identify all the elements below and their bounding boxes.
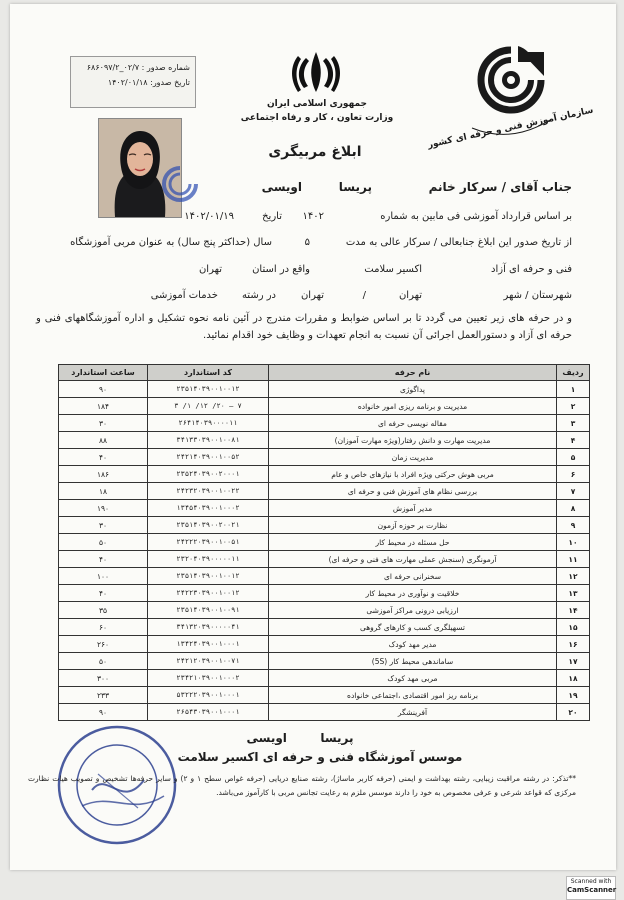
city-value: تهران [300, 290, 324, 301]
standard-hours: ۲۳۳ [59, 687, 148, 704]
standard-hours: ۱۸۴ [59, 398, 148, 415]
addressee-first-name: پریسا [338, 180, 372, 194]
table-row [59, 398, 590, 415]
table-row [59, 534, 590, 551]
profession-name: نظارت بر حوزه آزمون [269, 517, 557, 534]
table-row [59, 636, 590, 653]
table-row [59, 568, 590, 585]
profession-name: ساماندهی محیط کار (5S) [269, 653, 557, 670]
certificate-page [10, 4, 616, 870]
standard-hours: ۵۰ [59, 534, 148, 551]
profession-name: سخنرانی حرفه ای [269, 568, 557, 585]
serial-box [70, 56, 196, 108]
table-row [59, 653, 590, 670]
row-number: ۲۰ [557, 704, 590, 721]
table-row [59, 517, 590, 534]
contract-text: بر اساس قرارداد آموزشی فی مابین به شماره [380, 211, 572, 222]
row-number: ۱۶ [557, 636, 590, 653]
standard-code: ۲۴۲۱۲۰۳۹۰۰۱۰۰۷۱ [148, 653, 269, 670]
profession-name: مقاله نویسی حرفه ای [269, 415, 557, 432]
standard-hours: ۹۰ [59, 704, 148, 721]
profession-name: تسهیلگری کسب و کارهای گروهی [269, 619, 557, 636]
row-number: ۲ [557, 398, 590, 415]
standard-hours: ۶۰ [59, 619, 148, 636]
standard-hours: ۴۰ [59, 585, 148, 602]
row-number: ۳ [557, 415, 590, 432]
header-standard-hours: ساعت استاندارد [59, 365, 148, 381]
standard-hours: ۸۸ [59, 432, 148, 449]
standard-hours: ۴۰ [59, 449, 148, 466]
table-row [59, 687, 590, 704]
table-row [59, 432, 590, 449]
city-line [32, 290, 572, 306]
row-number: ۱۳ [557, 585, 590, 602]
contract-date: ۱۴۰۲/۰۱/۱۹ [184, 211, 234, 222]
standard-code: ۳۴۱۳۳۰۳۹۰۰۱۰۰۸۱ [148, 432, 269, 449]
row-number: ۹ [557, 517, 590, 534]
standard-code: ۲۳۵۱۴۰۳۹۰۰۱۰۰۱۲ [148, 381, 269, 398]
profession-name: مدیریت و برنامه ریزی امور خانواده [269, 398, 557, 415]
table-row [59, 415, 590, 432]
row-number: ۶ [557, 466, 590, 483]
profession-name: آفرینشگر [269, 704, 557, 721]
standard-code: ۱۳۴۲۴۰۳۹۰۰۱۰۰۰۱ [148, 636, 269, 653]
standard-hours: ۱۹۰ [59, 500, 148, 517]
profession-name: خلاقیت و نوآوری در محیط کار [269, 585, 557, 602]
standard-code: ۵۳۲۲۲۰۳۹۰۰۱۰۰۰۱ [148, 687, 269, 704]
table-row [59, 466, 590, 483]
profession-name: برنامه ریز امور اقتصادی ،اجتماعی خانواده [269, 687, 557, 704]
standard-code: ۳۴۱۳۲۰۳۹۰۰۰۰۰۴۱ [148, 619, 269, 636]
table-row [59, 449, 590, 466]
row-number: ۱۹ [557, 687, 590, 704]
row-number: ۴ [557, 432, 590, 449]
table-row [59, 704, 590, 721]
regulation-paragraph: و در حرفه های زیر تعیین می گردد تا بر اساس ضوابط و مقررات مندرج در آئین نامه نحوه تشکیل و اداره آموزشگاههای فنی و حرفه ای آزاد و دستورالعمل اجرائی آن نسبت به انجام تعهدات و وظایف خود اقدام نمائید. [36, 313, 572, 341]
institute-line [32, 264, 572, 280]
table-row [59, 483, 590, 500]
table-row [59, 602, 590, 619]
profession-name: مربی هوش حرکتی ویژه افراد با نیازهای خاص و عام [269, 466, 557, 483]
profession-name: مدیر مهد کودک [269, 636, 557, 653]
province-value: تهران [198, 264, 222, 275]
table-row [59, 500, 590, 517]
standard-code: ۲۶۴۱۴۰۳۹۰۰۰۰۱۱ [148, 415, 269, 432]
org-name: سازمان آموزش فنی و حرفه ای کشور [426, 105, 595, 151]
signatory-last-name: اویسی [246, 731, 287, 745]
scanner-line2: CamScanner [567, 886, 617, 894]
row-number: ۱۲ [557, 568, 590, 585]
tvto-logo-icon [426, 40, 595, 151]
signatory-institute: موسس آموزشگاه فنی و حرفه ای اکسیر سلامت [177, 750, 463, 764]
standard-code: ۲۳۵۱۴۰۳۹۰۰۱۰۰۱۲ [148, 568, 269, 585]
profession-name: حل مسئله در محیط کار [269, 534, 557, 551]
profession-name: مربی مهد کودک [269, 670, 557, 687]
standard-hours: ۳۰ [59, 517, 148, 534]
institute-type: فنی و حرفه ای آزاد [491, 264, 572, 275]
profession-name: آرمونگری (سنجش عملی مهارت های فنی و حرفه ای) [269, 551, 557, 568]
standard-hours: ۳۰ [59, 415, 148, 432]
serial-label: شماره صدور : [141, 63, 190, 72]
addressee-line [32, 180, 572, 196]
profession-name: مدیریت زمان [269, 449, 557, 466]
standard-hours: ۵۰ [59, 653, 148, 670]
contract-number: ۱۴۰۲ [302, 211, 324, 222]
standard-code: ۲۳۵۱۴۰۳۹۰۰۱۰۰۹۱ [148, 602, 269, 619]
table-row [59, 670, 590, 687]
standard-code: ۲۳۲۰۴۰۳۹۰۰۰۰۰۱۱ [148, 551, 269, 568]
table-body [59, 381, 590, 721]
ministry-name: وزارت تعاون ، کار و رفاه اجتماعی [240, 113, 394, 123]
field-label: در رشته [241, 290, 276, 301]
standard-code: ۲۳۵۱۴۰۳۹۰۰۲۰۰۲۱ [148, 517, 269, 534]
standard-code: ۱۳۴۵۴۰۳۹۰۰۱۰۰۰۲ [148, 500, 269, 517]
profession-table [58, 364, 590, 721]
field-value: خدمات آموزشی [150, 290, 218, 301]
standard-hours: ۹۰ [59, 381, 148, 398]
duration-years: ۵ [304, 237, 310, 248]
profession-name: ارزیابی درونی مراکز آموزشی [269, 602, 557, 619]
issue-date-value: ۱۴۰۲/۰۱/۱۸ [107, 78, 148, 87]
signatory-name [170, 731, 430, 745]
standard-hours: ۴۰ [59, 551, 148, 568]
standard-hours: ۱۸۶ [59, 466, 148, 483]
standard-code: ۲۴۲۲۲۰۳۹۰۰۱۰۰۵۱ [148, 534, 269, 551]
header-standard-code: کد استاندارد [148, 365, 269, 381]
standard-code: ۲۶۵۴۳۰۳۹۰۰۱۰۰۰۱ [148, 704, 269, 721]
contract-date-label: تاریخ [262, 211, 282, 222]
issue-date-label: تاریخ صدور: [150, 78, 190, 87]
table-row [59, 619, 590, 636]
row-number: ۱ [557, 381, 590, 398]
standard-code: ۲۴۲۲۳۰۳۹۰۰۱۰۰۱۲ [148, 585, 269, 602]
addressee-last-name: اویسی [261, 180, 302, 194]
standard-code: ۲۳۵۲۴۰۳۹۰۰۲۰۰۰۱ [148, 466, 269, 483]
contract-line [32, 211, 572, 227]
serial-value: ۰۲/۷_۶۸۶۰۹۷/۲ [86, 63, 140, 72]
profession-name: مدیر آموزش [269, 500, 557, 517]
header-profession-name: نام حرفه [269, 365, 557, 381]
standard-hours: ۱۰۰ [59, 568, 148, 585]
duration-text: از تاریخ صدور این ابلاغ جنابعالی / سرکار عالی به مدت [345, 237, 572, 248]
standard-code: ۲۳۴۲۱۰۳۹۰۰۱۰۰۰۲ [148, 670, 269, 687]
standard-hours: ۲۶۰ [59, 636, 148, 653]
row-number: ۱۷ [557, 653, 590, 670]
row-number: ۸ [557, 500, 590, 517]
row-number: ۱۵ [557, 619, 590, 636]
standard-code: ۲۴۲۱۴۰۳۹۰۰۱۰۰۵۲ [148, 449, 269, 466]
document-title: ابلاغ مربیگری [268, 144, 362, 160]
table-row [59, 585, 590, 602]
row-number: ۷ [557, 483, 590, 500]
scanner-badge [566, 876, 616, 900]
footnote: **تذکر: در رشته مراقبت زیبایی، رشته بهداشت و ایمنی (حرفه کاربر ماساژ)، رشته صنایع دریایی (حرفه غواص سطح ۱ و ۲) و سایر حرفه‌ها تشخیص و تصویب هیات نظارت مرکزی که قواعد شرعی و عرفی مخصوص به خود را دارند موسس ملزم به رعایت تجانس مربی با کارآموز می‌باشد. [28, 774, 577, 797]
profession-name: بررسی نظام های آموزش فنی و حرفه ای [269, 483, 557, 500]
county-city-label: شهرستان / شهر [503, 290, 572, 301]
standard-hours: ۱۸ [59, 483, 148, 500]
header-row-number: ردیف [557, 365, 590, 381]
scanner-line1: Scanned with [570, 878, 612, 885]
row-number: ۵ [557, 449, 590, 466]
standard-code: ۲۴۲۳۲۰۳۹۰۰۱۰۰۲۲ [148, 483, 269, 500]
profession-name: پداگوژی [269, 381, 557, 398]
row-number: ۱۴ [557, 602, 590, 619]
header-center [232, 97, 402, 125]
duration-suffix: سال (حداکثر پنج سال) به عنوان مربی آموزشگاه [70, 237, 272, 248]
signatory-first-name: پریسا [320, 731, 354, 745]
standard-code: ۷ – ۲۰/ ۱۲/ ۱/ ۳ [148, 398, 269, 415]
institute-name: اکسیر سلامت [364, 264, 422, 275]
table-header-row [59, 365, 590, 381]
iran-emblem-icon [288, 48, 344, 96]
row-number: ۱۱ [557, 551, 590, 568]
table-row [59, 381, 590, 398]
city-separator: / [362, 290, 366, 301]
row-number: ۱۰ [557, 534, 590, 551]
addressee-label: جناب آقای / سرکار خانم [428, 180, 572, 194]
county-value: تهران [398, 290, 422, 301]
province-label: واقع در استان [252, 264, 310, 275]
table-row [59, 551, 590, 568]
row-number: ۱۸ [557, 670, 590, 687]
standard-hours: ۳۵ [59, 602, 148, 619]
duration-line [32, 237, 572, 253]
profession-name: مدیریت مهارت و دانش رفتار(ویژه مهارت آموزان) [269, 432, 557, 449]
republic-name: جمهوری اسلامی ایران [266, 99, 368, 109]
standard-hours: ۳۰۰ [59, 670, 148, 687]
